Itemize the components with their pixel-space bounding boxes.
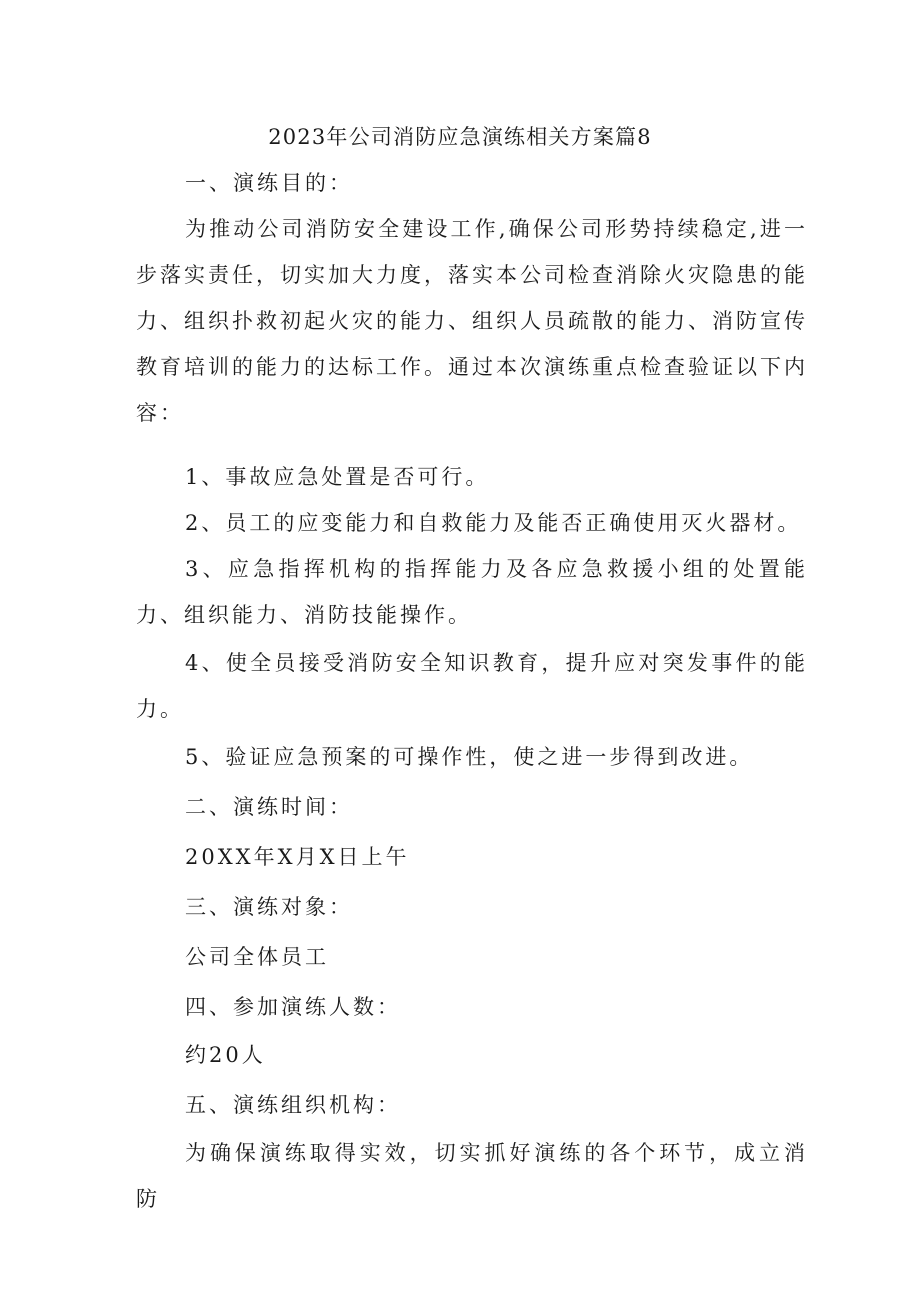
- list-item-1: 1、事故应急处置是否可行。: [185, 465, 490, 489]
- section-heading-participants: 三、演练对象：: [185, 895, 353, 919]
- headcount-value: 约20人: [185, 1043, 266, 1067]
- section-heading-time: 二、演练时间：: [185, 795, 353, 819]
- list-item-4: 4、使全员接受消防安全知识教育，提升应对突发事件的能力。: [136, 651, 808, 721]
- drill-time-value: 20XX年X月X日上午: [185, 845, 410, 869]
- document-title: 2023年公司消防应急演练相关方案篇8: [268, 125, 652, 149]
- section-heading-headcount: 四、参加演练人数：: [185, 995, 401, 1019]
- section-heading-purpose: 一、演练目的：: [185, 171, 353, 195]
- list-item-5: 5、验证应急预案的可操作性，使之进一步得到改进。: [185, 745, 754, 769]
- list-item-3: 3、应急指挥机构的指挥能力及各应急救援小组的处置能力、组织能力、消防技能操作。: [136, 557, 808, 627]
- organization-paragraph: 为确保演练取得实效，切实抓好演练的各个环节，成立消防: [136, 1141, 808, 1211]
- purpose-paragraph: 为推动公司消防安全建设工作,确保公司形势持续稳定,进一步落实责任，切实加大力度，落实本公司检查消除火灾隐患的能力、组织扑救初起火灾的能力、组织人员疏散的能力、消防宣传教育培训的能力的达标工作。通过本次演练重点检查验证以下内容：: [136, 217, 808, 425]
- list-item-2: 2、员工的应变能力和自救能力及能否正确使用灭火器材。: [185, 511, 802, 535]
- participants-value: 公司全体员工: [185, 945, 329, 969]
- section-heading-organization: 五、演练组织机构：: [185, 1093, 401, 1117]
